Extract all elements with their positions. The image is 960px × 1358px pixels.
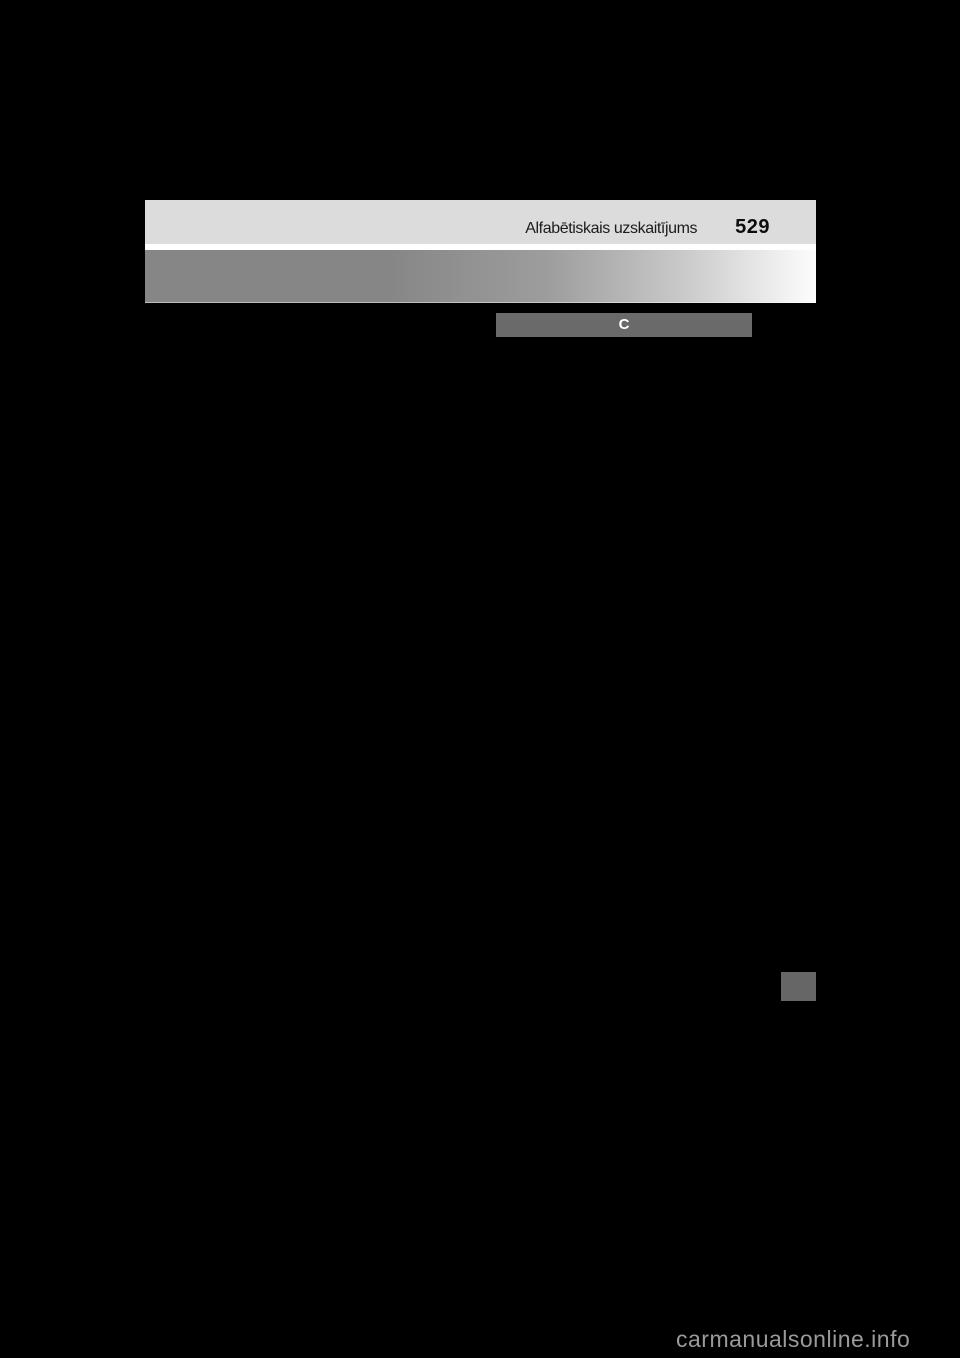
page-number: 529 xyxy=(735,216,770,238)
page-edge-chapter-marker xyxy=(781,972,816,1001)
index-section-letter: C xyxy=(618,316,630,333)
page-header-title: Alfabētiskais uzskaitījums xyxy=(525,220,698,237)
header-gradient-rule xyxy=(145,250,816,303)
page-header-bar xyxy=(145,200,816,244)
page-header-text xyxy=(525,217,770,237)
site-watermark: carmanualsonline.info xyxy=(676,1326,911,1352)
index-section-bar-c xyxy=(496,313,752,337)
